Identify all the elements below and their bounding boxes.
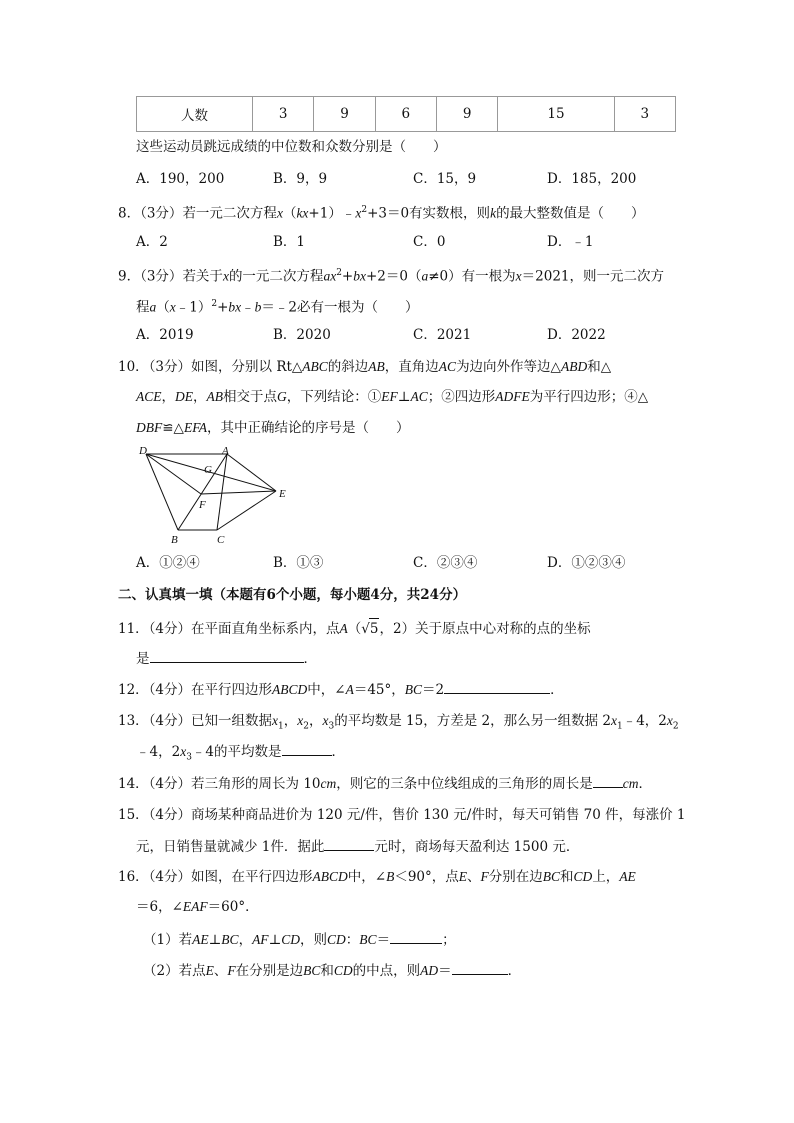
score: （4分） (148, 807, 192, 823)
segment-FE (201, 491, 276, 494)
subscript: 3 (186, 752, 192, 763)
q9-option-d: D．2022 (547, 327, 606, 343)
q8-option-c: C．0 (413, 234, 446, 250)
answer-blank[interactable] (444, 679, 550, 694)
q16-text: 和 (560, 869, 574, 885)
q16-text: 如图，在平行四边形 (191, 869, 313, 885)
label-B: B (171, 534, 178, 546)
score: （4分） (148, 713, 192, 729)
q8-option-b: B．1 (273, 234, 306, 250)
q9-stem-line2 (136, 294, 418, 318)
q14-text: ，则它的三条中位线组成的三角形的周长是 (336, 776, 593, 792)
var-k: k (490, 205, 497, 221)
q10-stem-line2 (136, 387, 648, 407)
exponent: 2 (211, 299, 218, 309)
var-x: x (355, 205, 362, 221)
var-cd: CD (573, 869, 593, 884)
var-cd: CD (327, 932, 346, 947)
q15-stem-line1 (118, 805, 685, 825)
var-eaf: EAF (182, 899, 208, 914)
q7-option-a: A．190，200 (136, 171, 225, 187)
var-af: AF (252, 932, 269, 947)
table-row (137, 97, 676, 132)
q9-text: 的一元二次方程 (228, 268, 324, 285)
q13-text: ﹣4，2 (622, 713, 667, 729)
var-dbf: DBF (136, 420, 163, 435)
var-g: G (277, 389, 287, 404)
var-a: a (421, 268, 429, 284)
q14-text: ． (638, 776, 653, 792)
q16-text: ，则 (300, 932, 328, 948)
q10-option-d: D．①②③④ (547, 555, 626, 571)
segment-AE (227, 454, 276, 491)
q13-stem-line2 (136, 741, 345, 768)
q16-text: ⊥ (208, 932, 222, 948)
q8-text: 的最大整数值是（ ） (496, 205, 645, 222)
var-b: B (386, 869, 395, 884)
unit-cm: cm (320, 776, 337, 791)
q10-text: ⊥ (397, 389, 411, 405)
q12-text: ＝45°， (353, 682, 405, 698)
q9-text: + (217, 299, 229, 316)
q8-option-a: A．2 (136, 234, 168, 250)
var-ab: AB (368, 359, 385, 374)
var-x: x (515, 268, 522, 284)
q16-text: 分别在边 (488, 869, 543, 885)
label-F: F (199, 499, 206, 511)
q15-text: 商场某种商品进价为 120 元/件，售价 130 元/件时，每天可销售 70 件，每涨价 1 (191, 807, 686, 823)
label-G: G (204, 464, 212, 476)
var-bc: BC (542, 869, 561, 884)
q16-text: ， (238, 932, 253, 948)
q9-text: ﹣ (241, 299, 255, 316)
score: （4分） (148, 776, 192, 792)
q9-text: 若关于 (182, 268, 223, 285)
var-efa: EFA (183, 420, 207, 435)
var-abd: ABD (560, 359, 588, 374)
q13-text: 已知一组数据 (191, 713, 273, 729)
table-cell: 9 (436, 97, 497, 132)
var-x: x (169, 299, 176, 315)
q12-stem (118, 679, 564, 700)
answer-blank[interactable] (282, 741, 332, 756)
subscript: 2 (303, 721, 309, 732)
q9-text: 程 (136, 299, 150, 316)
score: （3分） (140, 268, 183, 285)
label-C: C (217, 534, 225, 546)
q16-text: ⊥ (268, 932, 282, 948)
var-e: E (458, 869, 468, 884)
var-bc: BC (359, 932, 377, 947)
q9-text: ≠0）有一根为 (428, 268, 516, 285)
data-table (136, 96, 676, 132)
q7-option-d: D．185，200 (547, 171, 637, 187)
q10-text: 为平行四边形；④△ (529, 389, 649, 405)
q8-text: （ (282, 205, 297, 222)
var-bc: BC (221, 932, 239, 947)
var-ae: AE (192, 932, 209, 947)
subscript: 2 (672, 721, 679, 732)
q10-geometry-figure (138, 446, 298, 546)
q8-text: 若一元二次方程 (182, 205, 277, 222)
q16-text: 中，∠ (347, 869, 387, 885)
var-de: DE (175, 389, 193, 404)
var-a: A (339, 621, 348, 636)
q11-text: 是 (136, 651, 150, 667)
score: （3分） (140, 205, 183, 222)
q12-text: ＝2 (422, 682, 445, 698)
q16-text: 上， (592, 869, 620, 885)
q7-stem: 这些运动员跳远成绩的中位数和众数分别是（ ） (136, 139, 447, 155)
question-number: 11． (118, 621, 149, 637)
table-header-cell: 人数 (137, 97, 253, 132)
var-x: x (297, 713, 304, 728)
label-A: A (222, 446, 229, 457)
var-b: b (254, 299, 262, 315)
q16-text: ＝ (376, 932, 391, 948)
q16-text: ＝6，∠ (136, 899, 183, 915)
q10-option-b: B．①③ (273, 555, 324, 571)
var-bc: BC (303, 963, 321, 978)
q11-text: ， (379, 621, 393, 637)
q10-text: ；②四边形 (427, 389, 496, 405)
q10-stem-line3 (136, 418, 409, 438)
answer-blank[interactable] (390, 929, 442, 944)
radicand: 5 (369, 618, 380, 639)
var-abcd: ABCD (312, 869, 348, 884)
table-cell: 15 (498, 97, 614, 132)
segment-CE (217, 491, 276, 530)
var-ac: AC (438, 359, 457, 374)
q10-option-a: A．①②④ (136, 555, 200, 571)
var-bx: bx (353, 268, 366, 284)
q9-text: （ (156, 299, 170, 316)
var-cd: CD (281, 932, 301, 947)
var-a: a (149, 299, 157, 315)
question-number: 10． (118, 359, 149, 375)
q10-text: ， (193, 389, 207, 405)
q9-text: +2＝0（ (365, 268, 422, 285)
q16-text: 和 (320, 963, 334, 979)
q15-stem-line2 (136, 836, 579, 857)
q9-option-b: B．2020 (273, 327, 331, 343)
q9-text: ﹣1） (175, 299, 212, 316)
q11-stem-line2 (136, 648, 317, 669)
var-x: x (222, 268, 229, 284)
q10-text: ，其中正确结论的序号是（ ） (206, 420, 410, 436)
q10-option-c: C．②③④ (413, 555, 478, 571)
score: （4分） (148, 869, 192, 885)
var-cd: CD (333, 963, 353, 978)
q16-stem-line1 (118, 867, 636, 887)
var-bx: bx (228, 299, 242, 315)
q10-text: 和△ (587, 359, 612, 375)
var-ac: AC (410, 389, 428, 404)
q8-text: +1）﹣ (308, 205, 356, 222)
score: （3分） (148, 359, 192, 375)
unit-cm: cm (622, 776, 639, 791)
table-cell: 9 (314, 97, 375, 132)
q10-text: 如图，分别以 Rt△ (191, 359, 303, 375)
var-ace: ACE (136, 389, 162, 404)
q11-text: 2 (392, 621, 402, 637)
var-x: x (666, 713, 673, 728)
table-cell: 3 (253, 97, 314, 132)
q13-text: ﹣4，2 (136, 744, 181, 760)
q13-text: ﹣4的平均数是 (191, 744, 282, 760)
q7-option-b: B．9，9 (273, 171, 328, 187)
q16-text: 的中点，则 (352, 963, 421, 979)
var-x: x (322, 713, 329, 728)
q16-text: （2）若点 (143, 963, 206, 979)
q16-text: ＝ (438, 963, 452, 979)
q13-stem-line1 (118, 711, 679, 737)
q16-stem-line2 (136, 897, 259, 917)
score: （4分） (148, 621, 192, 637)
q10-text: 相交于点 (223, 389, 277, 405)
question-number: 8． (118, 205, 141, 222)
answer-blank[interactable] (452, 960, 508, 975)
var-bc: BC (404, 682, 423, 697)
q13-text: ， (309, 713, 323, 729)
label-D: D (139, 446, 147, 457)
q16-text: 、 (467, 869, 481, 885)
answer-blank[interactable] (593, 773, 623, 788)
q15-text: 元，日销售量就减少 1件．据此 (136, 839, 325, 855)
q8-stem (118, 200, 645, 224)
q12-text: 在平行四边形 (191, 682, 273, 698)
exponent: 2 (336, 268, 342, 278)
q16-text: 在分别是边 (235, 963, 304, 979)
q9-text: + (341, 268, 354, 285)
subscript: 1 (616, 721, 623, 732)
table-cell: 6 (375, 97, 436, 132)
var-abc: ABC (302, 359, 328, 374)
question-number: 14． (118, 776, 149, 792)
q11-text: （ (347, 621, 362, 637)
question-number: 16． (118, 869, 149, 885)
q13-text: ， (283, 713, 298, 729)
var-abcd: ABCD (272, 682, 308, 697)
subscript: 1 (278, 721, 284, 732)
q16-text: ＝60°． (207, 899, 259, 915)
q10-text: 为边向外作等边△ (456, 359, 561, 375)
q10-text: 的斜边 (327, 359, 369, 375)
exponent: 2 (361, 205, 368, 215)
q9-text: ＝﹣2必有一根为（ ） (261, 299, 419, 316)
q16-text: ； (442, 932, 456, 948)
q8-text: +3＝0有实数根，则 (367, 205, 491, 222)
var-x: x (180, 744, 187, 759)
q10-text: ≌△ (162, 420, 184, 436)
q12-text: 中，∠ (307, 682, 346, 698)
var-a: A (345, 682, 354, 697)
q16-sub2 (143, 960, 521, 981)
answer-blank[interactable] (324, 836, 374, 851)
segment-CA (217, 454, 227, 530)
q11-text: ． (303, 651, 317, 667)
q9-text: ＝2021，则一元二次方 (521, 268, 664, 285)
score: （4分） (148, 682, 192, 698)
q11-text: 在平面直角坐标系内，点 (191, 621, 340, 637)
question-number: 12． (118, 682, 149, 698)
q15-text: 元时，商场每天盈利达 1500 元． (374, 839, 580, 855)
var-ab: AB (206, 389, 223, 404)
q10-stem-line1 (118, 357, 611, 377)
q7-option-c: C．15，9 (413, 171, 477, 187)
var-ax: ax (323, 268, 337, 284)
answer-blank[interactable] (150, 648, 304, 663)
var-e: E (205, 963, 214, 978)
q16-text: （1）若 (143, 932, 193, 948)
q16-text: 、 (213, 963, 228, 979)
q16-text: ： (345, 932, 360, 948)
q9-stem-line1 (118, 263, 664, 287)
q12-text: ． (550, 682, 564, 698)
var-f: F (480, 869, 489, 884)
var-ae: AE (619, 869, 636, 884)
question-number: 13． (118, 713, 149, 729)
var-kx: kx (296, 205, 309, 221)
question-number: 15． (118, 807, 149, 823)
q10-text: ， (161, 389, 175, 405)
subscript: 3 (328, 721, 335, 732)
table-cell: 3 (614, 97, 675, 132)
var-f: F (227, 963, 236, 978)
var-x: x (276, 205, 283, 221)
var-ef: EF (381, 389, 398, 404)
var-ad: AD (420, 963, 439, 978)
q9-option-c: C．2021 (413, 327, 472, 343)
q10-text: ，下列结论：① (286, 389, 382, 405)
q16-text: ＜90°，点 (394, 869, 459, 885)
q8-option-d: D．﹣1 (547, 234, 594, 250)
q13-text: 的平均数是 15，方差是 2，那么另一组数据 2 (334, 713, 611, 729)
q13-text: ． (331, 744, 346, 760)
var-adfe: ADFE (495, 389, 530, 404)
q14-stem (118, 773, 652, 794)
q11-stem-line1 (118, 618, 591, 639)
q10-text: ，直角边 (384, 359, 439, 375)
q14-text: 若三角形的周长为 10 (191, 776, 321, 792)
q11-text: ）关于原点中心对称的点的坐标 (401, 621, 591, 637)
question-number: 9． (118, 268, 141, 285)
var-x: x (272, 713, 279, 728)
sqrt-sign: √ (361, 621, 370, 637)
q9-option-a: A．2019 (136, 327, 194, 343)
section-title: 二、认真填一填（本题有6个小题，每小题4分，共24分） (118, 587, 467, 603)
q16-text: ． (507, 963, 522, 979)
var-x: x (610, 713, 617, 728)
q16-sub1 (143, 929, 456, 950)
label-E: E (279, 488, 286, 500)
